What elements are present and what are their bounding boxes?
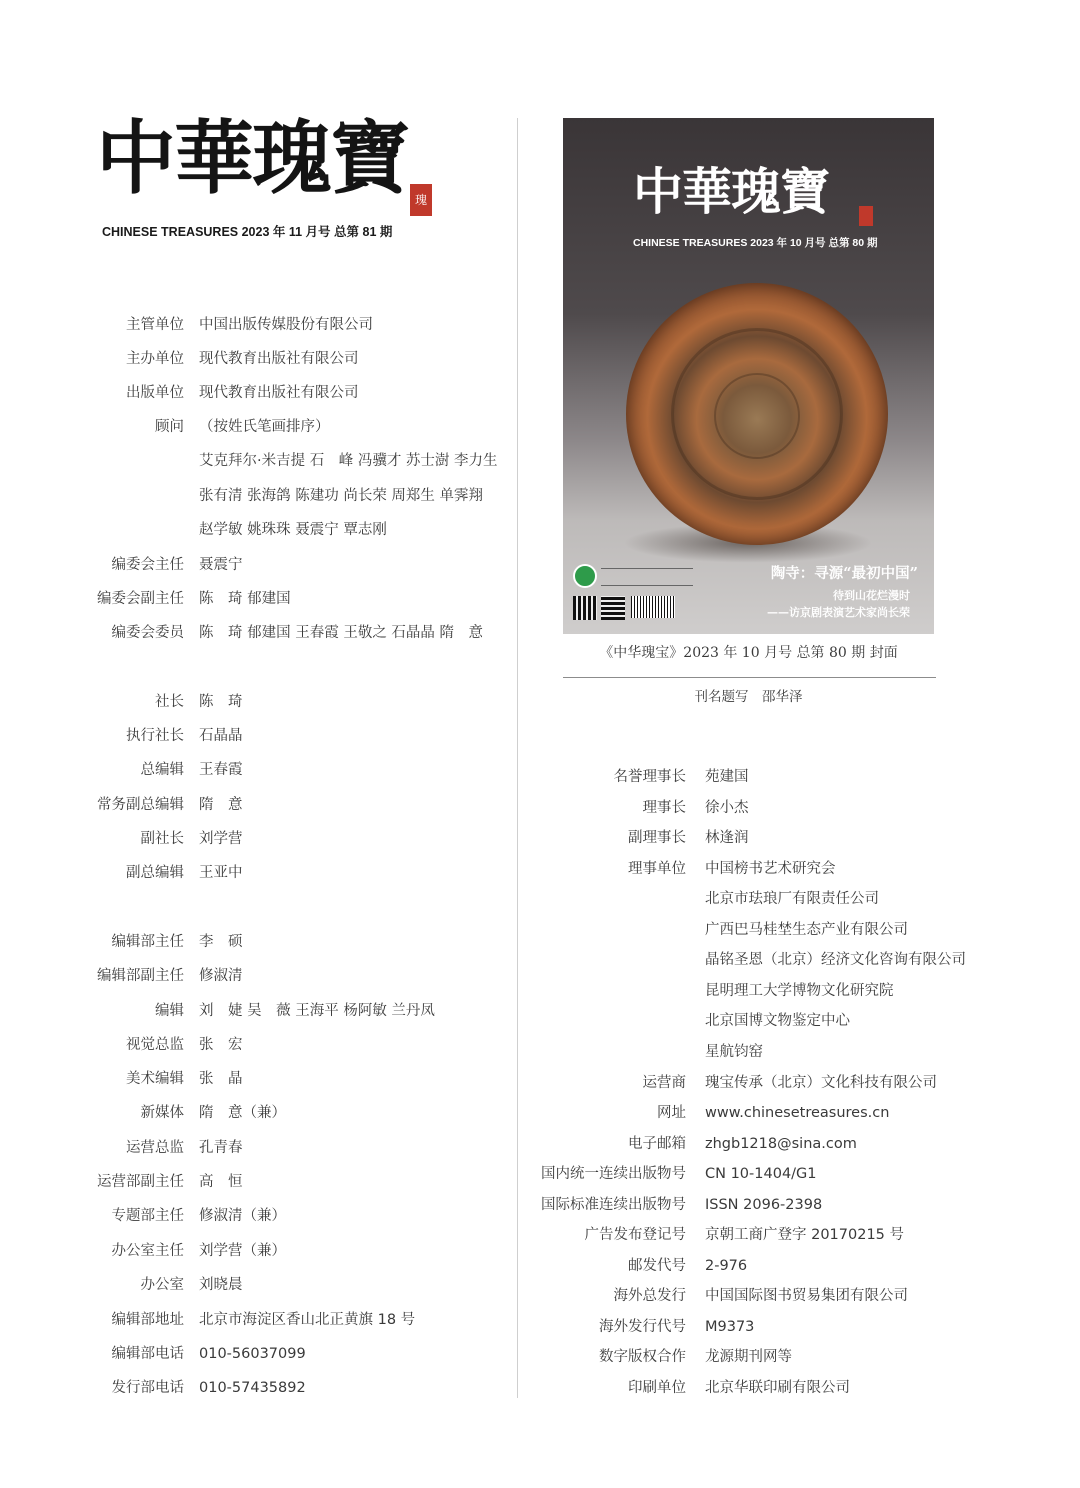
staff-value: 中国出版传媒股份有限公司 — [199, 317, 373, 333]
staff-value: 010-57435892 — [199, 1380, 306, 1396]
staff-value: 现代教育出版社有限公司 — [199, 351, 359, 367]
staff-row — [0, 1062, 517, 1096]
staff-row — [0, 1234, 517, 1268]
staff-row — [0, 1268, 517, 1302]
barcode-icon — [631, 596, 675, 618]
magazine-logo: 中華瑰寶 — [96, 111, 408, 205]
board-row — [518, 945, 1078, 975]
staff-value: 孔青春 — [199, 1140, 243, 1156]
staff-row — [0, 582, 517, 616]
board-label: 电子邮箱 — [628, 1135, 686, 1152]
staff-value: 刘晓晨 — [199, 1277, 243, 1293]
board-value: 中国国际图书贸易集团有限公司 — [705, 1288, 908, 1305]
cover-line-3: ——访京剧表演艺术家尚长荣 — [767, 606, 910, 619]
board-row — [518, 1037, 1078, 1067]
staff-value: 隋 意 — [199, 797, 243, 813]
board-label: 印刷单位 — [628, 1380, 686, 1396]
board-value: 2-976 — [705, 1257, 748, 1274]
cover-line-2: 待到山花烂漫时 — [833, 589, 910, 602]
staff-label: 出版单位 — [126, 385, 184, 401]
board-label: 海外发行代号 — [599, 1318, 686, 1335]
board-label: 网址 — [657, 1105, 686, 1122]
pottery-bowl — [626, 283, 888, 545]
staff-label: 发行部电话 — [111, 1380, 184, 1396]
staff-label: 编委会主任 — [111, 557, 184, 573]
staff-row — [0, 376, 517, 410]
staff-value: 艾克拜尔·米吉提 石 峰 冯骥才 苏士澍 李力生 — [199, 453, 498, 469]
cover-subtitle: CHINESE TREASURES 2023 年 10 月号 总第 80 期 — [633, 237, 878, 249]
board-row — [518, 1251, 1078, 1281]
board-value: 徐小杰 — [705, 799, 749, 816]
staff-label: 主管单位 — [126, 317, 184, 333]
staff-label: 总编辑 — [140, 762, 184, 778]
cover-logo: 中華瑰寶 — [633, 162, 829, 221]
staff-label: 新媒体 — [140, 1105, 184, 1121]
staff-label: 专题部主任 — [111, 1208, 184, 1224]
board-row — [518, 976, 1078, 1006]
staff-label: 社长 — [155, 694, 184, 710]
board-label: 名誉理事长 — [613, 769, 686, 785]
staff-label: 编辑部主任 — [111, 934, 184, 950]
board-label: 国际标准连续出版物号 — [541, 1196, 686, 1213]
staff-label: 编委会副主任 — [97, 591, 184, 607]
staff-label: 编辑 — [155, 1003, 184, 1019]
staff-row — [0, 1096, 517, 1130]
board-label: 广告发布登记号 — [584, 1227, 686, 1244]
board-value: 北京华联印刷有限公司 — [705, 1380, 850, 1396]
board-value: 龙源期刊网等 — [705, 1349, 792, 1366]
staff-value: 张 宏 — [199, 1037, 243, 1053]
staff-label: 顾问 — [155, 419, 184, 435]
board-row — [518, 1006, 1078, 1036]
board-row — [518, 823, 1078, 853]
board-row — [518, 915, 1078, 945]
staff-value: 张 晶 — [199, 1071, 243, 1087]
staff-row — [0, 788, 517, 822]
board-value: 北京国博文物鉴定中心 — [705, 1013, 850, 1030]
board-label: 海外总发行 — [613, 1288, 686, 1305]
staff-row — [0, 685, 517, 719]
board-row — [518, 1312, 1078, 1342]
board-value: 昆明理工大学博物文化研究院 — [705, 982, 894, 999]
staff-row — [0, 1303, 517, 1337]
staff-value: 李 硕 — [199, 934, 243, 950]
staff-label: 编辑部电话 — [111, 1346, 184, 1362]
board-label: 理事单位 — [628, 860, 686, 877]
board-value: www.chinesetreasures.cn — [705, 1105, 890, 1122]
staff-value: 刘学营 — [199, 831, 243, 847]
board-value: 星航钧窑 — [705, 1043, 763, 1060]
board-value: 瑰宝传承（北京）文化科技有限公司 — [705, 1074, 937, 1091]
staff-row — [0, 994, 517, 1028]
board-value: 苑建国 — [705, 769, 749, 785]
staff-value: 北京市海淀区香山北正黄旗 18 号 — [199, 1312, 416, 1328]
board-row — [518, 854, 1078, 884]
board-label: 副理事长 — [628, 830, 686, 847]
caption-rule — [563, 677, 936, 678]
masthead — [96, 108, 426, 248]
staff-row — [0, 959, 517, 993]
issue-subtitle: CHINESE TREASURES 2023 年 11 月号 总第 81 期 — [102, 225, 393, 239]
staff-row — [0, 1165, 517, 1199]
staff-row — [0, 1371, 517, 1405]
title-writer: 刊名题写 邵华泽 — [694, 689, 803, 705]
cover-fine-print — [601, 568, 693, 586]
staff-label: 办公室主任 — [111, 1243, 184, 1259]
staff-label: 常务副总编辑 — [97, 797, 184, 813]
board-label: 运营商 — [642, 1074, 686, 1091]
bowl-center — [714, 373, 800, 459]
staff-row — [0, 1028, 517, 1062]
staff-row — [0, 513, 517, 547]
staff-value: 刘学营（兼） — [199, 1243, 286, 1259]
staff-label: 执行社长 — [126, 728, 184, 744]
staff-value: 修淑清（兼） — [199, 1208, 286, 1224]
board-label: 数字版权合作 — [599, 1349, 686, 1366]
staff-value: 张有清 张海鸽 陈建功 尚长荣 周郑生 单霁翔 — [199, 488, 484, 504]
board-value: 晶铭圣恩（北京）经济文化咨询有限公司 — [705, 952, 966, 969]
board-label: 理事长 — [642, 799, 686, 816]
staff-value: 陈 琦 郁建国 — [199, 591, 291, 607]
staff-label: 视觉总监 — [126, 1037, 184, 1053]
staff-value: 聂震宁 — [199, 557, 243, 573]
staff-value: 陈 琦 郁建国 王春霞 王敬之 石晶晶 隋 意 — [199, 625, 484, 641]
staff-label: 办公室 — [140, 1277, 184, 1293]
staff-row — [0, 925, 517, 959]
board-value: 中国榜书艺术研究会 — [705, 860, 836, 877]
staff-row — [0, 753, 517, 787]
board-value: 广西巴马桂埜生态产业有限公司 — [705, 921, 908, 938]
qr-code-icon — [573, 596, 597, 620]
board-value: M9373 — [705, 1318, 755, 1335]
board-row — [518, 762, 1078, 792]
cover-seal — [859, 206, 873, 226]
staff-row — [0, 308, 517, 342]
staff-label: 副社长 — [140, 831, 184, 847]
staff-row — [0, 548, 517, 582]
staff-value: 隋 意（兼） — [199, 1105, 286, 1121]
staff-label: 美术编辑 — [126, 1071, 184, 1087]
board-value: zhgb1218@sina.com — [705, 1135, 857, 1152]
board-label: 国内统一连续出版物号 — [541, 1166, 686, 1183]
cover-headline: 陶寺：寻源“最初中国” — [770, 565, 918, 582]
staff-value: 刘 婕 吴 薇 王海平 杨阿敏 兰丹凤 — [199, 1003, 435, 1019]
staff-value: 王亚中 — [199, 865, 243, 881]
staff-label: 编辑部地址 — [111, 1312, 184, 1328]
board-row — [518, 1220, 1078, 1250]
board-value: CN 10-1404/G1 — [705, 1166, 817, 1183]
staff-row — [0, 444, 517, 478]
board-value: 林逢润 — [705, 830, 749, 847]
board-row — [518, 793, 1078, 823]
staff-row — [0, 479, 517, 513]
staff-value: 王春霞 — [199, 762, 243, 778]
staff-row — [0, 342, 517, 376]
staff-row — [0, 856, 517, 890]
staff-row — [0, 1199, 517, 1233]
staff-value: 陈 琦 — [199, 694, 243, 710]
staff-value: 010-56037099 — [199, 1346, 306, 1362]
staff-label: 运营部副主任 — [97, 1174, 184, 1190]
board-row — [518, 1342, 1078, 1372]
board-row — [518, 1098, 1078, 1128]
board-row — [518, 1190, 1078, 1220]
staff-row — [0, 822, 517, 856]
board-value: 北京市珐琅厂有限责任公司 — [705, 891, 879, 908]
cover-caption: 《中华瑰宝》2023 年 10 月号 总第 80 期 封面 — [599, 645, 898, 661]
board-value: ISSN 2096-2398 — [705, 1196, 823, 1213]
staff-row — [0, 1131, 517, 1165]
staff-row — [0, 616, 517, 650]
staff-value: 修淑清 — [199, 968, 243, 984]
staff-value: 赵学敏 姚珠珠 聂震宁 覃志刚 — [199, 522, 387, 538]
board-value: 京朝工商广登字 20170215 号 — [705, 1227, 905, 1244]
staff-row — [0, 719, 517, 753]
staff-row — [0, 1337, 517, 1371]
board-row — [518, 1159, 1078, 1189]
staff-label: 编委会委员 — [111, 625, 184, 641]
staff-label: 运营总监 — [126, 1140, 184, 1156]
board-label: 邮发代号 — [628, 1257, 686, 1274]
board-row — [518, 1068, 1078, 1098]
board-row — [518, 1281, 1078, 1311]
board-row — [518, 1129, 1078, 1159]
staff-value: 现代教育出版社有限公司 — [199, 385, 359, 401]
seal-stamp: 瑰 — [410, 184, 432, 216]
board-row — [518, 884, 1078, 914]
qr-code-icon — [601, 596, 625, 620]
staff-label: 编辑部副主任 — [97, 968, 184, 984]
staff-value: 石晶晶 — [199, 728, 243, 744]
staff-label: 副总编辑 — [126, 865, 184, 881]
staff-row — [0, 410, 517, 444]
staff-value: （按姓氏笔画排序） — [199, 419, 330, 435]
board-row — [518, 1373, 1078, 1403]
cover-image — [563, 118, 934, 634]
cover-badge-icon — [573, 564, 597, 588]
staff-label: 主办单位 — [126, 351, 184, 367]
staff-value: 高 恒 — [199, 1174, 243, 1190]
